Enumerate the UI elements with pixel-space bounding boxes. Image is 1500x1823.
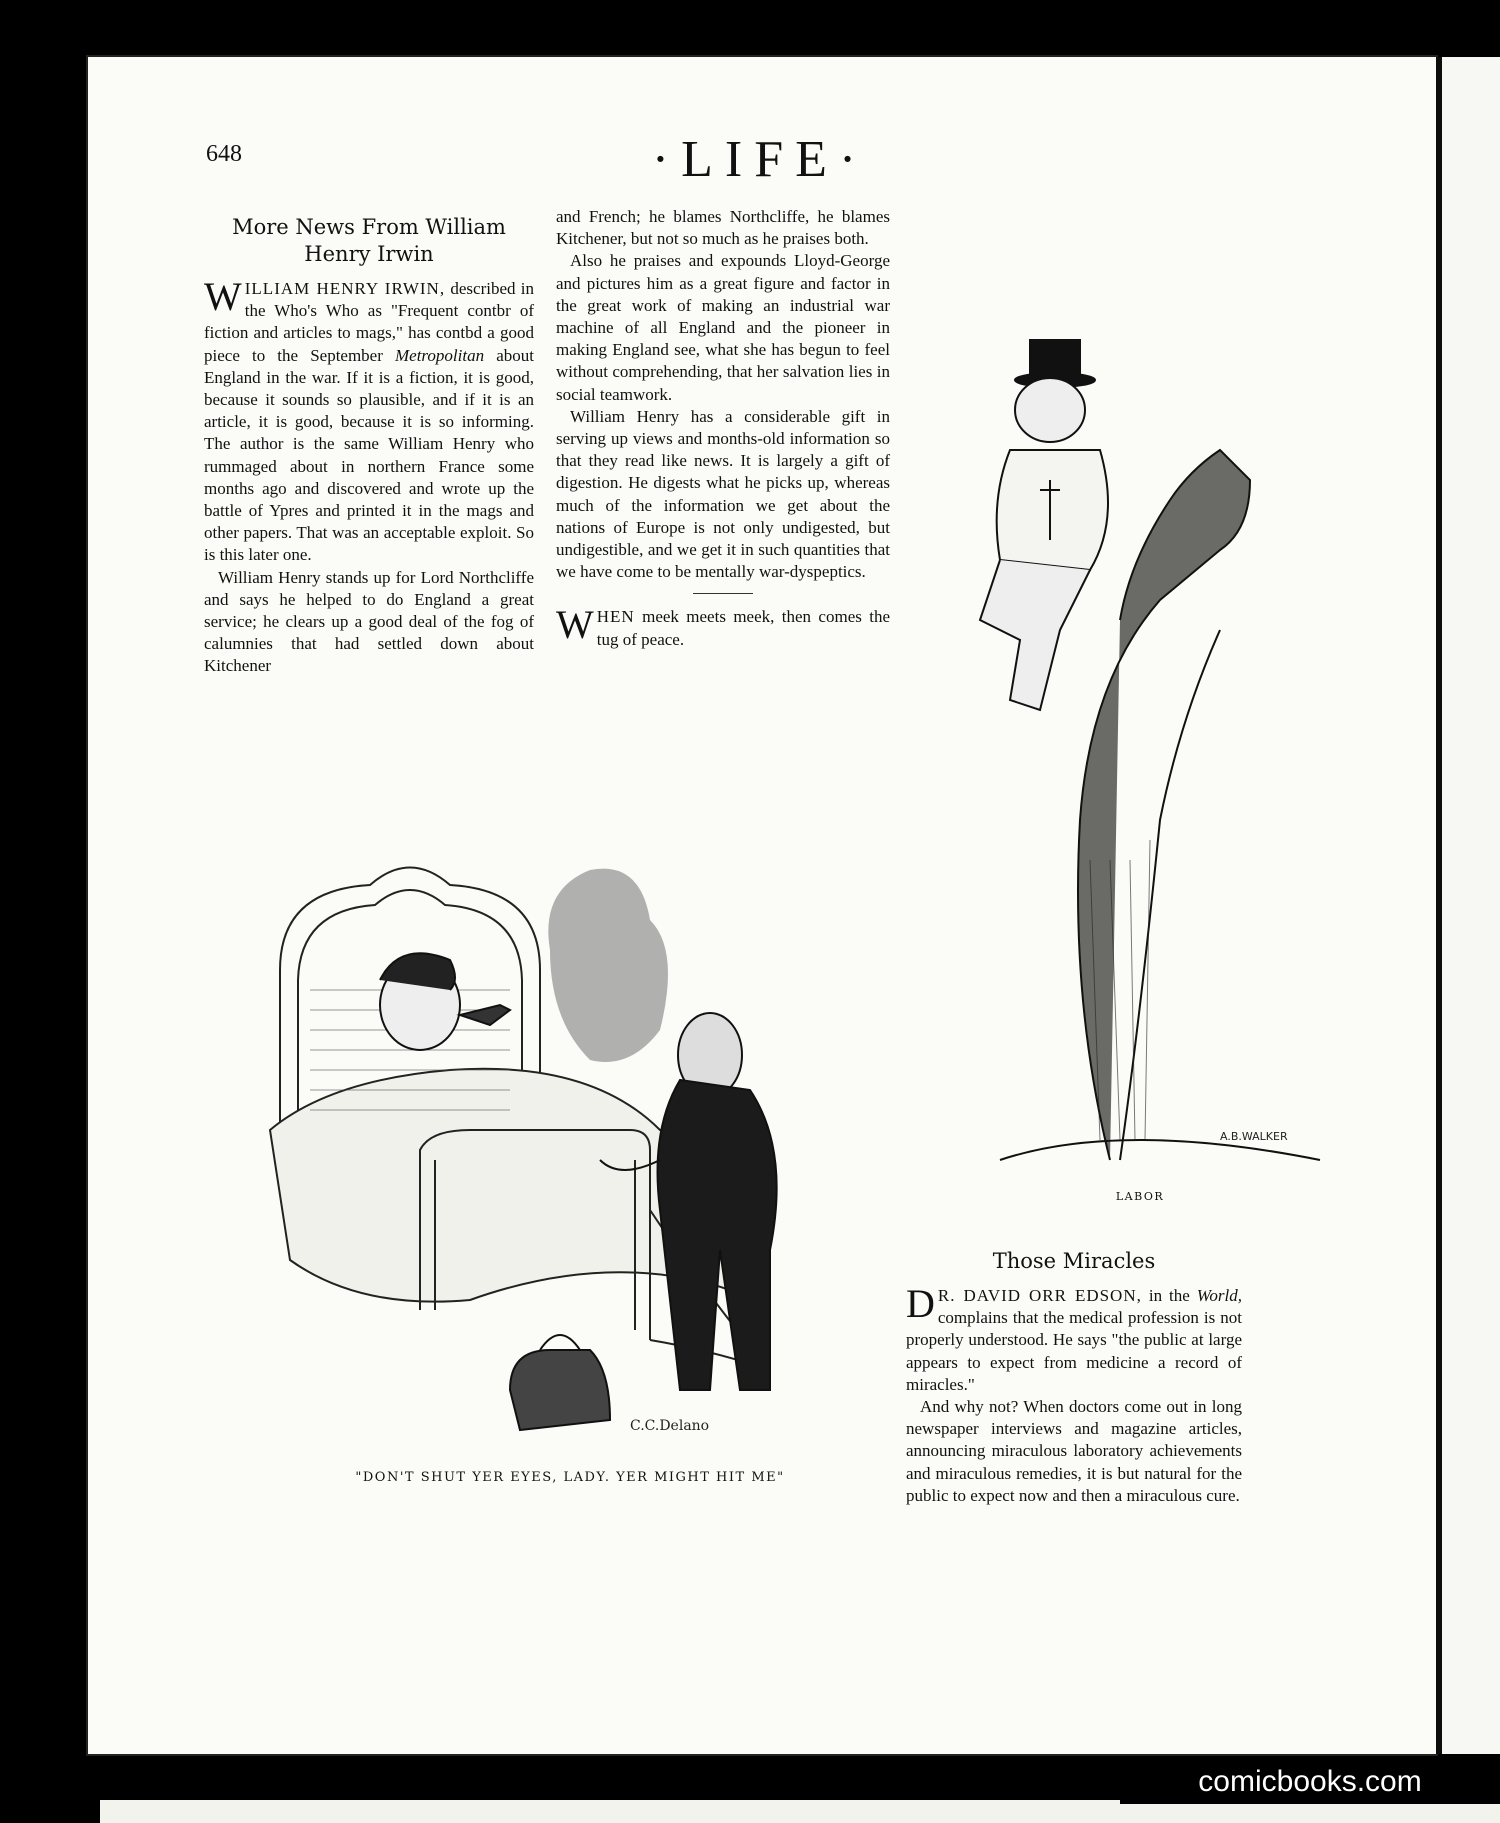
article-paragraph: William Henry has a considerable gift in serving up views and months-old information so that they read like news. It is largely a gift of digestion. He digests what he picks up, whereas much of the information we get about the nations of Europe is not only undigested, but undigestible, and we get it in such quantities that we have come to be mentally war-dyspeptics. <box>556 406 890 582</box>
paragraph-text: described in the Who's Who as "Frequent contbr of fiction and articles to mags," has contbd a good piece to the September <box>204 279 535 365</box>
article-paragraph: And why not? When doctors come out in long newspaper interviews and magazine articles, announcing miraculous laboratory achievements and miraculous remedies, it is but natural for the public to expect now and then a miraculous cure. <box>906 1397 1242 1505</box>
paragraph-text: about England in the war. If it is a fiction, it is good, because it sounds so plausible, and if it is an article, it is good, because it is so informing. The author is the same William Henry who rummaged about in northern France some months ago and discovered and wrote up the battle of Ypres and printed it in the mags and other papers. That was an acceptable exploit. So is this later one. <box>204 345 534 565</box>
paragraph-text: meek meets meek, then comes the tug of peace. <box>596 607 890 649</box>
article-paragraph: William Henry stands up for Lord Northcliffe and says he helped to do England a great service; he clears up a good deal of the fog of calumnies that had settled down about Kitchener <box>204 567 534 676</box>
drop-cap: W <box>556 602 594 648</box>
article-column-2 <box>556 206 890 651</box>
watermark-brand: comicbooks.com <box>1120 1760 1500 1804</box>
cartoon-caption: LABOR <box>1115 1190 1165 1203</box>
adjacent-page-edge <box>1436 57 1500 1754</box>
article-paragraph <box>906 1281 1242 1396</box>
article-title: More News From William Henry Irwin <box>232 215 506 266</box>
paragraph-text: in the <box>1141 1286 1197 1305</box>
article-paragraph: Also he praises and expounds Lloyd-George and pictures him as a great figure and factor in the great work of making an industrial war machine of all England and the pioneer in making England see, what she has begun to feel without comprehending, that her salvation lies in social teamwork. <box>556 251 890 404</box>
divider-rule <box>693 593 753 594</box>
cartoon-caption: "DON'T SHUT YER EYES, LADY. YER MIGHT HIT ME" <box>355 1470 785 1485</box>
drop-cap: D <box>906 1281 935 1326</box>
page-number: 648 <box>206 141 242 167</box>
labor-cartoon-illustration <box>920 300 1360 1170</box>
article-title: Those Miracles <box>992 1249 1156 1273</box>
italic-title: World, <box>1196 1286 1242 1305</box>
filler-paragraph <box>556 602 890 650</box>
italic-title: Metropolitan <box>395 345 485 365</box>
bedroom-cartoon-illustration <box>210 830 910 1460</box>
lead-caps: HEN <box>596 607 635 627</box>
lead-caps: ILLIAM HENRY IRWIN, <box>244 279 446 298</box>
article-paragraph <box>204 274 535 567</box>
masthead-title: ·LIFE· <box>651 131 869 188</box>
paragraph-text: complains that the medical profession is not properly understood. He says "the public at large appears to expect from medicine a record of miracles." <box>906 1308 1242 1394</box>
cartoon-signature: A.B.WALKER <box>1220 1130 1288 1143</box>
drop-cap: W <box>204 274 242 319</box>
article-column-1 <box>204 206 534 678</box>
article-column-3 <box>906 1240 1242 1507</box>
lead-caps: R. DAVID ORR EDSON, <box>937 1286 1142 1305</box>
cartoon-signature: C.C.Delano <box>630 1418 710 1434</box>
article-paragraph: and French; he blames Northcliffe, he blames Kitchener, but not so much as he praises both. <box>556 207 890 249</box>
